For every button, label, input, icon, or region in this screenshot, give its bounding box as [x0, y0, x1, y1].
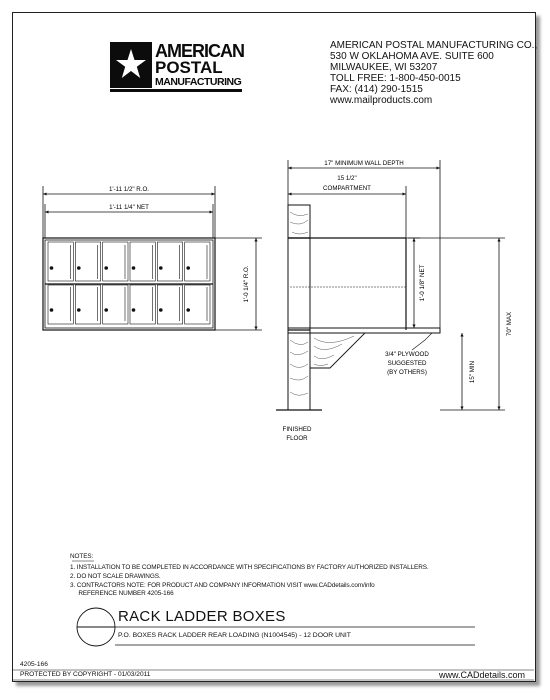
- drawing-subtitle: P.O. BOXES RACK LADDER REAR LOADING (N1004545) - 12 DOOR UNIT: [118, 632, 351, 639]
- mailbox-door: [75, 285, 100, 324]
- floor-label-2: FLOOR: [286, 435, 308, 442]
- height-net-label: 1'-0 1/8" NET: [419, 264, 426, 302]
- drawing-title: RACK LADDER BOXES: [118, 608, 286, 625]
- company-address-2: MILWAUKEE, WI 53207: [330, 62, 438, 73]
- door-grid: [48, 242, 210, 324]
- dim-net-label: 1'-11 1/4" NET: [109, 204, 149, 211]
- mailbox-door: [185, 285, 210, 324]
- lock-icon: [187, 267, 190, 270]
- logo-line-1: AMERICAN: [155, 41, 244, 61]
- mailbox-door: [48, 285, 73, 324]
- dim-ro-label: 1'-11 1/2" R.O.: [108, 186, 150, 193]
- max-height-label: 70" MAX: [506, 311, 513, 337]
- mailbox-door: [130, 242, 155, 281]
- logo-line-2: POSTAL: [155, 58, 223, 77]
- notes-heading: NOTES:: [70, 553, 94, 560]
- company-website[interactable]: www.mailproducts.com: [330, 95, 433, 106]
- lock-icon: [50, 309, 53, 312]
- logo-line-3: MANUFACTURING: [155, 76, 242, 88]
- footer-site[interactable]: www.CADdetails.com: [439, 670, 526, 680]
- plywood-label-2: SUGGESTED: [387, 360, 427, 367]
- mailbox-door: [130, 285, 155, 324]
- footer-copyright: PROTECTED BY COPYRIGHT - 01/03/2011: [20, 671, 151, 678]
- mailbox-door: [157, 285, 182, 324]
- mailbox-door: [157, 242, 182, 281]
- plywood-label-3: (BY OTHERS): [387, 369, 427, 376]
- note-2: 2. DO NOT SCALE DRAWINGS.: [70, 573, 161, 580]
- lock-icon: [105, 309, 108, 312]
- footer-ref: 4205-166: [20, 661, 48, 668]
- wall-depth-label: 17" MINIMUM WALL DEPTH: [324, 160, 404, 167]
- company-tollfree: TOLL FREE: 1-800-450-0015: [330, 73, 461, 84]
- lock-icon: [159, 309, 162, 312]
- lock-icon: [77, 309, 80, 312]
- note-4: REFERENCE NUMBER 4205-166: [70, 590, 174, 597]
- plywood-label-1: 3/4" PLYWOOD: [385, 351, 429, 358]
- lock-icon: [132, 267, 135, 270]
- lock-icon: [77, 267, 80, 270]
- lock-icon: [132, 309, 135, 312]
- min-height-label: 15" MIN: [469, 360, 476, 384]
- mailbox-door: [103, 285, 128, 324]
- company-name: AMERICAN POSTAL MANUFACTURING CO.,: [330, 40, 538, 51]
- lock-icon: [105, 267, 108, 270]
- note-3: 3. CONTRACTORS NOTE: FOR PRODUCT AND COMPANY INFORMATION VISIT www.CADdetails.com/info: [70, 582, 375, 589]
- compartment-dim-label: 15 1/2": [337, 175, 357, 182]
- mailbox-door: [75, 242, 100, 281]
- floor-label-1: FINISHED: [282, 426, 312, 433]
- lock-icon: [187, 309, 190, 312]
- mailbox-door: [185, 242, 210, 281]
- mailbox-door: [48, 242, 73, 281]
- company-fax: FAX: (414) 290-1515: [330, 84, 423, 95]
- company-address-1: 530 W OKLAHOMA AVE. SUITE 600: [330, 51, 494, 62]
- lock-icon: [159, 267, 162, 270]
- note-1: 1. INSTALLATION TO BE COMPLETED IN ACCORDANCE WITH SPECIFICATIONS BY FACTORY AUTHORIZED INSTALLERS.: [70, 564, 429, 571]
- lock-icon: [50, 267, 53, 270]
- compartment-label: COMPARTMENT: [323, 185, 371, 192]
- dim-height-ro-label: 1'-0 1/4" R.O.: [243, 265, 250, 303]
- mailbox-door: [103, 242, 128, 281]
